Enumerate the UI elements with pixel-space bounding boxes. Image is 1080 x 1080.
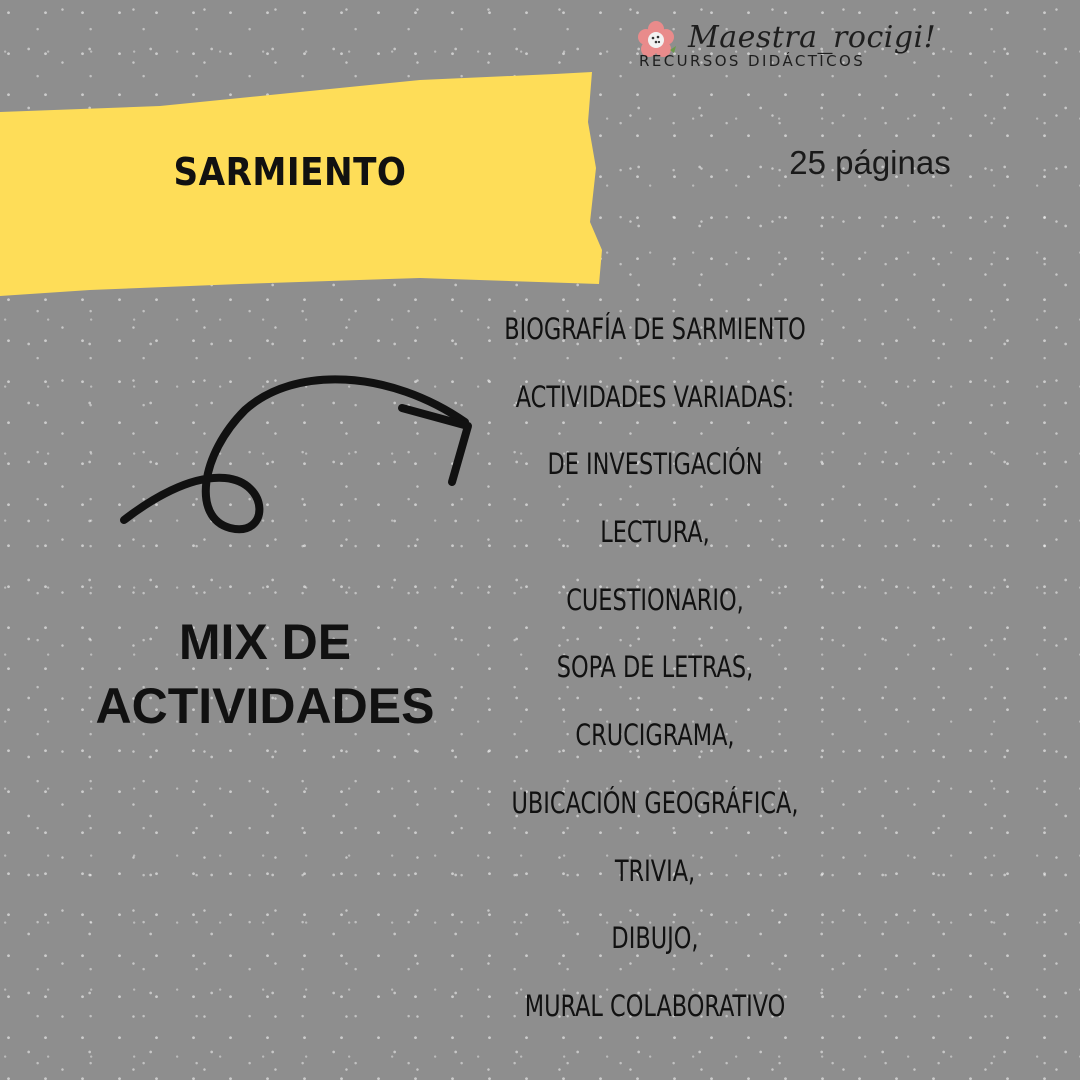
list-item: ACTIVIDADES VARIADAS:	[515, 379, 795, 414]
list-item: UBICACIÓN GEOGRÁFICA,	[511, 785, 799, 820]
list-item: BIOGRAFÍA DE SARMIENTO	[504, 312, 806, 346]
brand-name: Maestra_rocigi!	[688, 20, 937, 55]
page-title: SARMIENTO	[173, 150, 407, 194]
list-item: LECTURA,	[600, 515, 710, 550]
mix-heading-line1: MIX DE	[178, 614, 352, 670]
activities-list	[460, 302, 850, 1047]
list-item: CRUCIGRAMA,	[575, 718, 735, 753]
list-item: SOPA DE LETRAS,	[556, 650, 754, 685]
page-count: 25 páginas	[789, 144, 951, 181]
list-item: DE INVESTIGACIÓN	[547, 447, 763, 482]
mix-heading	[40, 610, 490, 738]
list-item: CUESTIONARIO,	[566, 582, 744, 617]
list-item: DIBUJO,	[611, 921, 699, 956]
list-item: TRIVIA,	[614, 853, 696, 888]
mix-heading-line2: ACTIVIDADES	[95, 678, 435, 734]
brand-subtitle: RECURSOS DIDÁCTICOS	[639, 52, 866, 70]
list-item: MURAL COLABORATIVO	[524, 988, 786, 1023]
brand-logo	[636, 14, 936, 76]
curved-arrow-icon	[110, 350, 490, 540]
